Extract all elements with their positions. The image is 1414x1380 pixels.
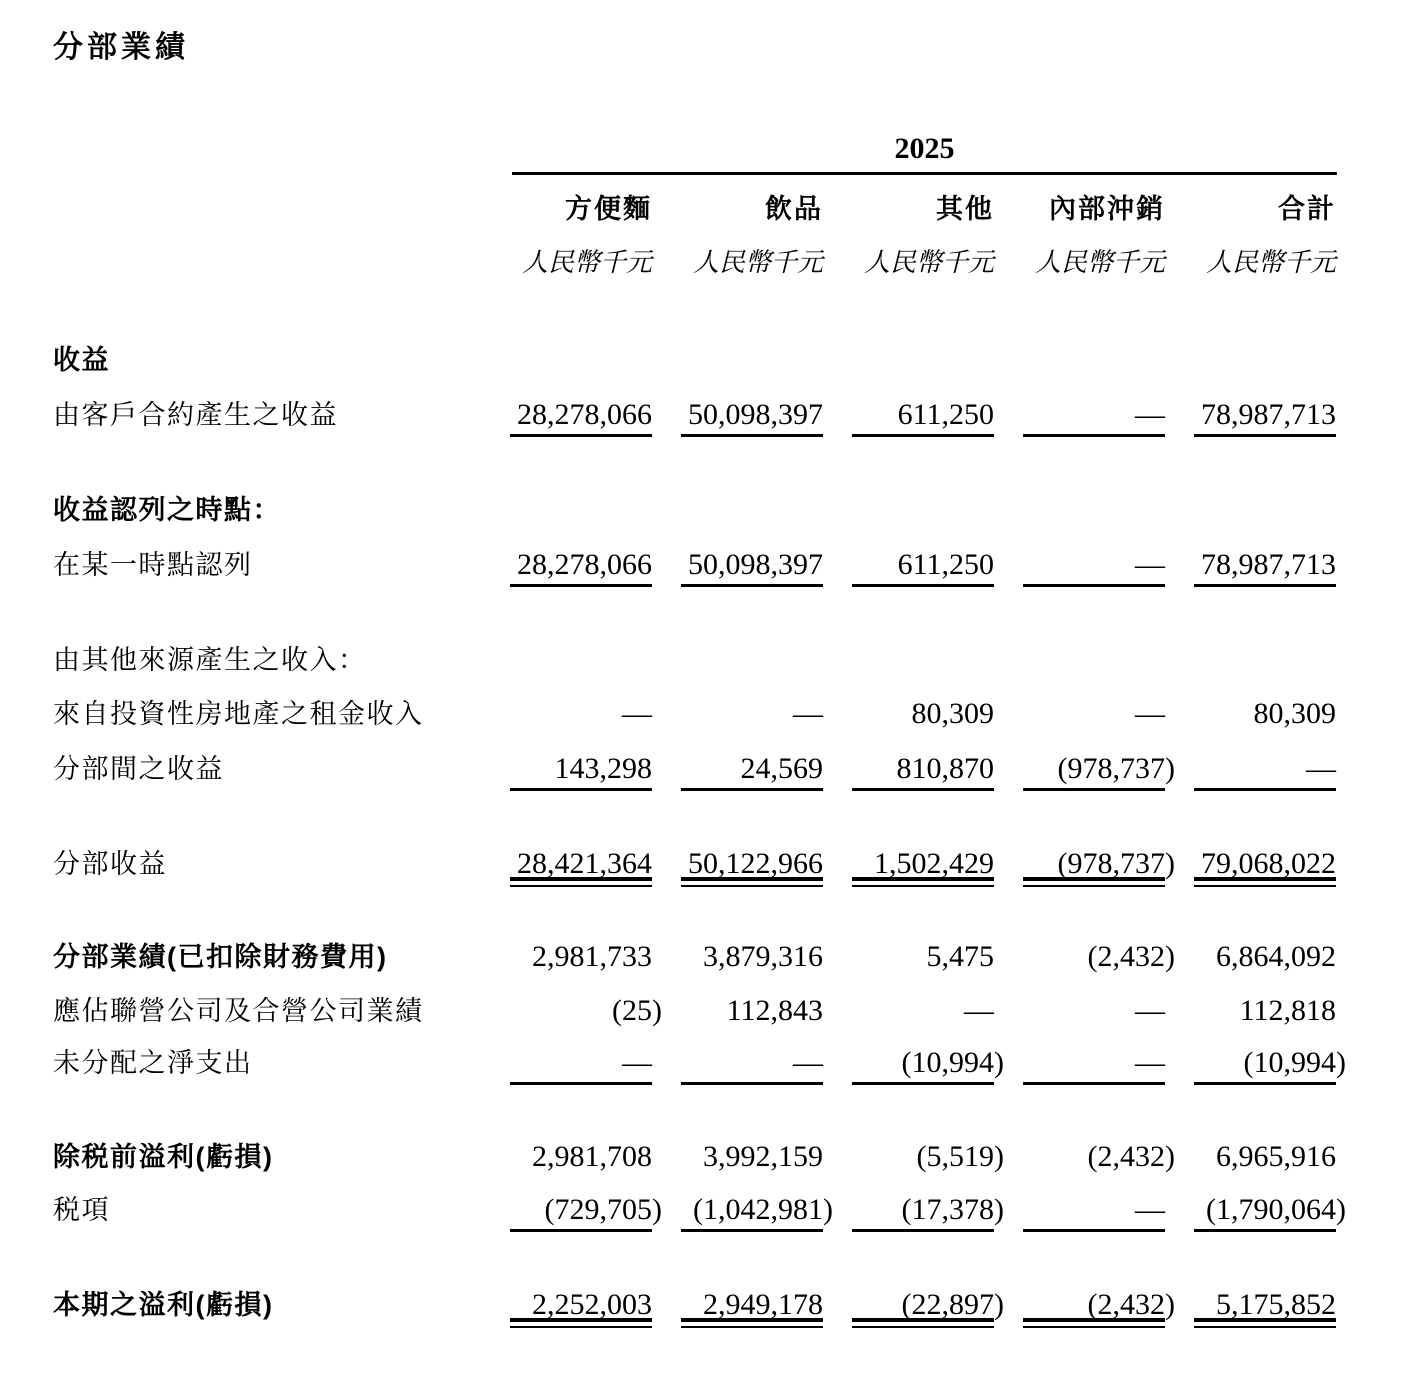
cell: (978,737) <box>1023 752 1165 786</box>
row-label: 分部收益 <box>53 849 167 879</box>
cell: 1,502,429 <box>852 847 994 881</box>
cell: 5,175,852 <box>1194 1288 1336 1322</box>
unit-label: 人民幣千元 <box>521 248 652 277</box>
cell: (17,378) <box>852 1193 994 1227</box>
cell: 28,421,364 <box>510 847 652 881</box>
page-title: 分部業績 <box>53 31 189 64</box>
row-segment-results <box>0 940 1414 974</box>
row-segment-revenue <box>0 847 1414 881</box>
row-taxation <box>0 1193 1414 1227</box>
row-share-of-associates <box>0 994 1414 1028</box>
row-point-in-time <box>0 548 1414 582</box>
row-unallocated-expenses <box>0 1046 1414 1080</box>
cell: — <box>510 1046 652 1080</box>
row-label: 分部間之收益 <box>53 754 224 784</box>
row-rental-income <box>0 697 1414 731</box>
cell: — <box>1135 994 1165 1027</box>
row-intersegment-revenue <box>0 752 1414 786</box>
row-label: 未分配之淨支出 <box>53 1048 253 1078</box>
row-label: 由其他來源產生之收入： <box>53 645 367 675</box>
cell: 79,068,022 <box>1194 847 1336 881</box>
cell: 3,879,316 <box>703 940 823 973</box>
column-header-row <box>0 192 1414 226</box>
cell: — <box>1023 1046 1165 1080</box>
row-revenue-header <box>0 343 1414 377</box>
cell: — <box>793 697 823 730</box>
row-label: 本期之溢利(虧損) <box>53 1290 274 1320</box>
cell: 78,987,713 <box>1194 548 1336 582</box>
col-header-total: 合計 <box>1278 194 1336 224</box>
row-profit-before-tax <box>0 1140 1414 1174</box>
row-label: 分部業績(已扣除財務費用) <box>53 942 388 972</box>
cell: 611,250 <box>852 548 994 582</box>
cell: — <box>1023 1193 1165 1227</box>
cell: (978,737) <box>1023 847 1165 881</box>
cell: — <box>622 697 652 730</box>
cell: 50,098,397 <box>681 398 823 432</box>
cell: — <box>681 1046 823 1080</box>
cell: 2,981,708 <box>532 1140 652 1173</box>
row-label: 收益認列之時點： <box>53 495 281 525</box>
cell: (22,897) <box>852 1288 994 1322</box>
year-header <box>512 132 1337 175</box>
row-label: 税項 <box>53 1195 110 1225</box>
row-label: 除税前溢利(虧損) <box>53 1142 274 1172</box>
cell: 6,864,092 <box>1216 940 1336 973</box>
cell: (2,432) <box>1023 1288 1165 1322</box>
cell: 80,309 <box>1253 697 1336 730</box>
cell: 24,569 <box>681 752 823 786</box>
cell: — <box>1023 398 1165 432</box>
cell: 611,250 <box>852 398 994 432</box>
cell: 112,818 <box>1239 994 1336 1027</box>
cell: (729,705) <box>510 1193 652 1227</box>
cell: 810,870 <box>852 752 994 786</box>
row-label: 由客戶合約產生之收益 <box>53 400 338 430</box>
cell: (2,432) <box>1087 1140 1175 1173</box>
cell: (25) <box>612 994 662 1027</box>
unit-label: 人民幣千元 <box>1205 248 1336 277</box>
cell: 5,475 <box>926 940 994 973</box>
cell: (5,519) <box>916 1140 1004 1173</box>
cell: 2,949,178 <box>681 1288 823 1322</box>
cell: — <box>1194 752 1336 786</box>
unit-label: 人民幣千元 <box>1034 248 1165 277</box>
cell: 50,122,966 <box>681 847 823 881</box>
unit-label: 人民幣千元 <box>863 248 994 277</box>
cell: 50,098,397 <box>681 548 823 582</box>
col-header-elimination: 內部沖銷 <box>1049 194 1165 224</box>
row-label: 在某一時點認列 <box>53 550 253 580</box>
year-label: 2025 <box>894 132 955 165</box>
unit-label: 人民幣千元 <box>692 248 823 277</box>
col-header-beverages: 飲品 <box>765 194 823 224</box>
row-timing-header <box>0 493 1414 527</box>
row-label: 應佔聯營公司及合營公司業績 <box>53 996 424 1026</box>
cell: (1,790,064) <box>1194 1193 1336 1227</box>
cell: 2,981,733 <box>532 940 652 973</box>
cell: — <box>1023 548 1165 582</box>
cell: (10,994) <box>1194 1046 1336 1080</box>
cell: 3,992,159 <box>703 1140 823 1173</box>
cell: (1,042,981) <box>681 1193 823 1227</box>
row-label: 來自投資性房地產之租金收入 <box>53 699 424 729</box>
unit-row <box>0 246 1414 280</box>
cell: 143,298 <box>510 752 652 786</box>
row-other-sources-header <box>0 643 1414 677</box>
cell: 6,965,916 <box>1216 1140 1336 1173</box>
cell: 112,843 <box>726 994 823 1027</box>
cell: 28,278,066 <box>510 398 652 432</box>
cell: 28,278,066 <box>510 548 652 582</box>
row-revenue-from-contracts <box>0 398 1414 432</box>
cell: — <box>964 994 994 1027</box>
cell: — <box>1135 697 1165 730</box>
cell: 80,309 <box>911 697 994 730</box>
cell: 2,252,003 <box>510 1288 652 1322</box>
cell: 78,987,713 <box>1194 398 1336 432</box>
col-header-instant-noodles: 方便麵 <box>565 194 652 224</box>
col-header-others: 其他 <box>936 194 994 224</box>
row-label: 收益 <box>53 345 110 375</box>
row-profit-for-period <box>0 1288 1414 1322</box>
cell: (2,432) <box>1087 940 1175 973</box>
cell: (10,994) <box>852 1046 994 1080</box>
